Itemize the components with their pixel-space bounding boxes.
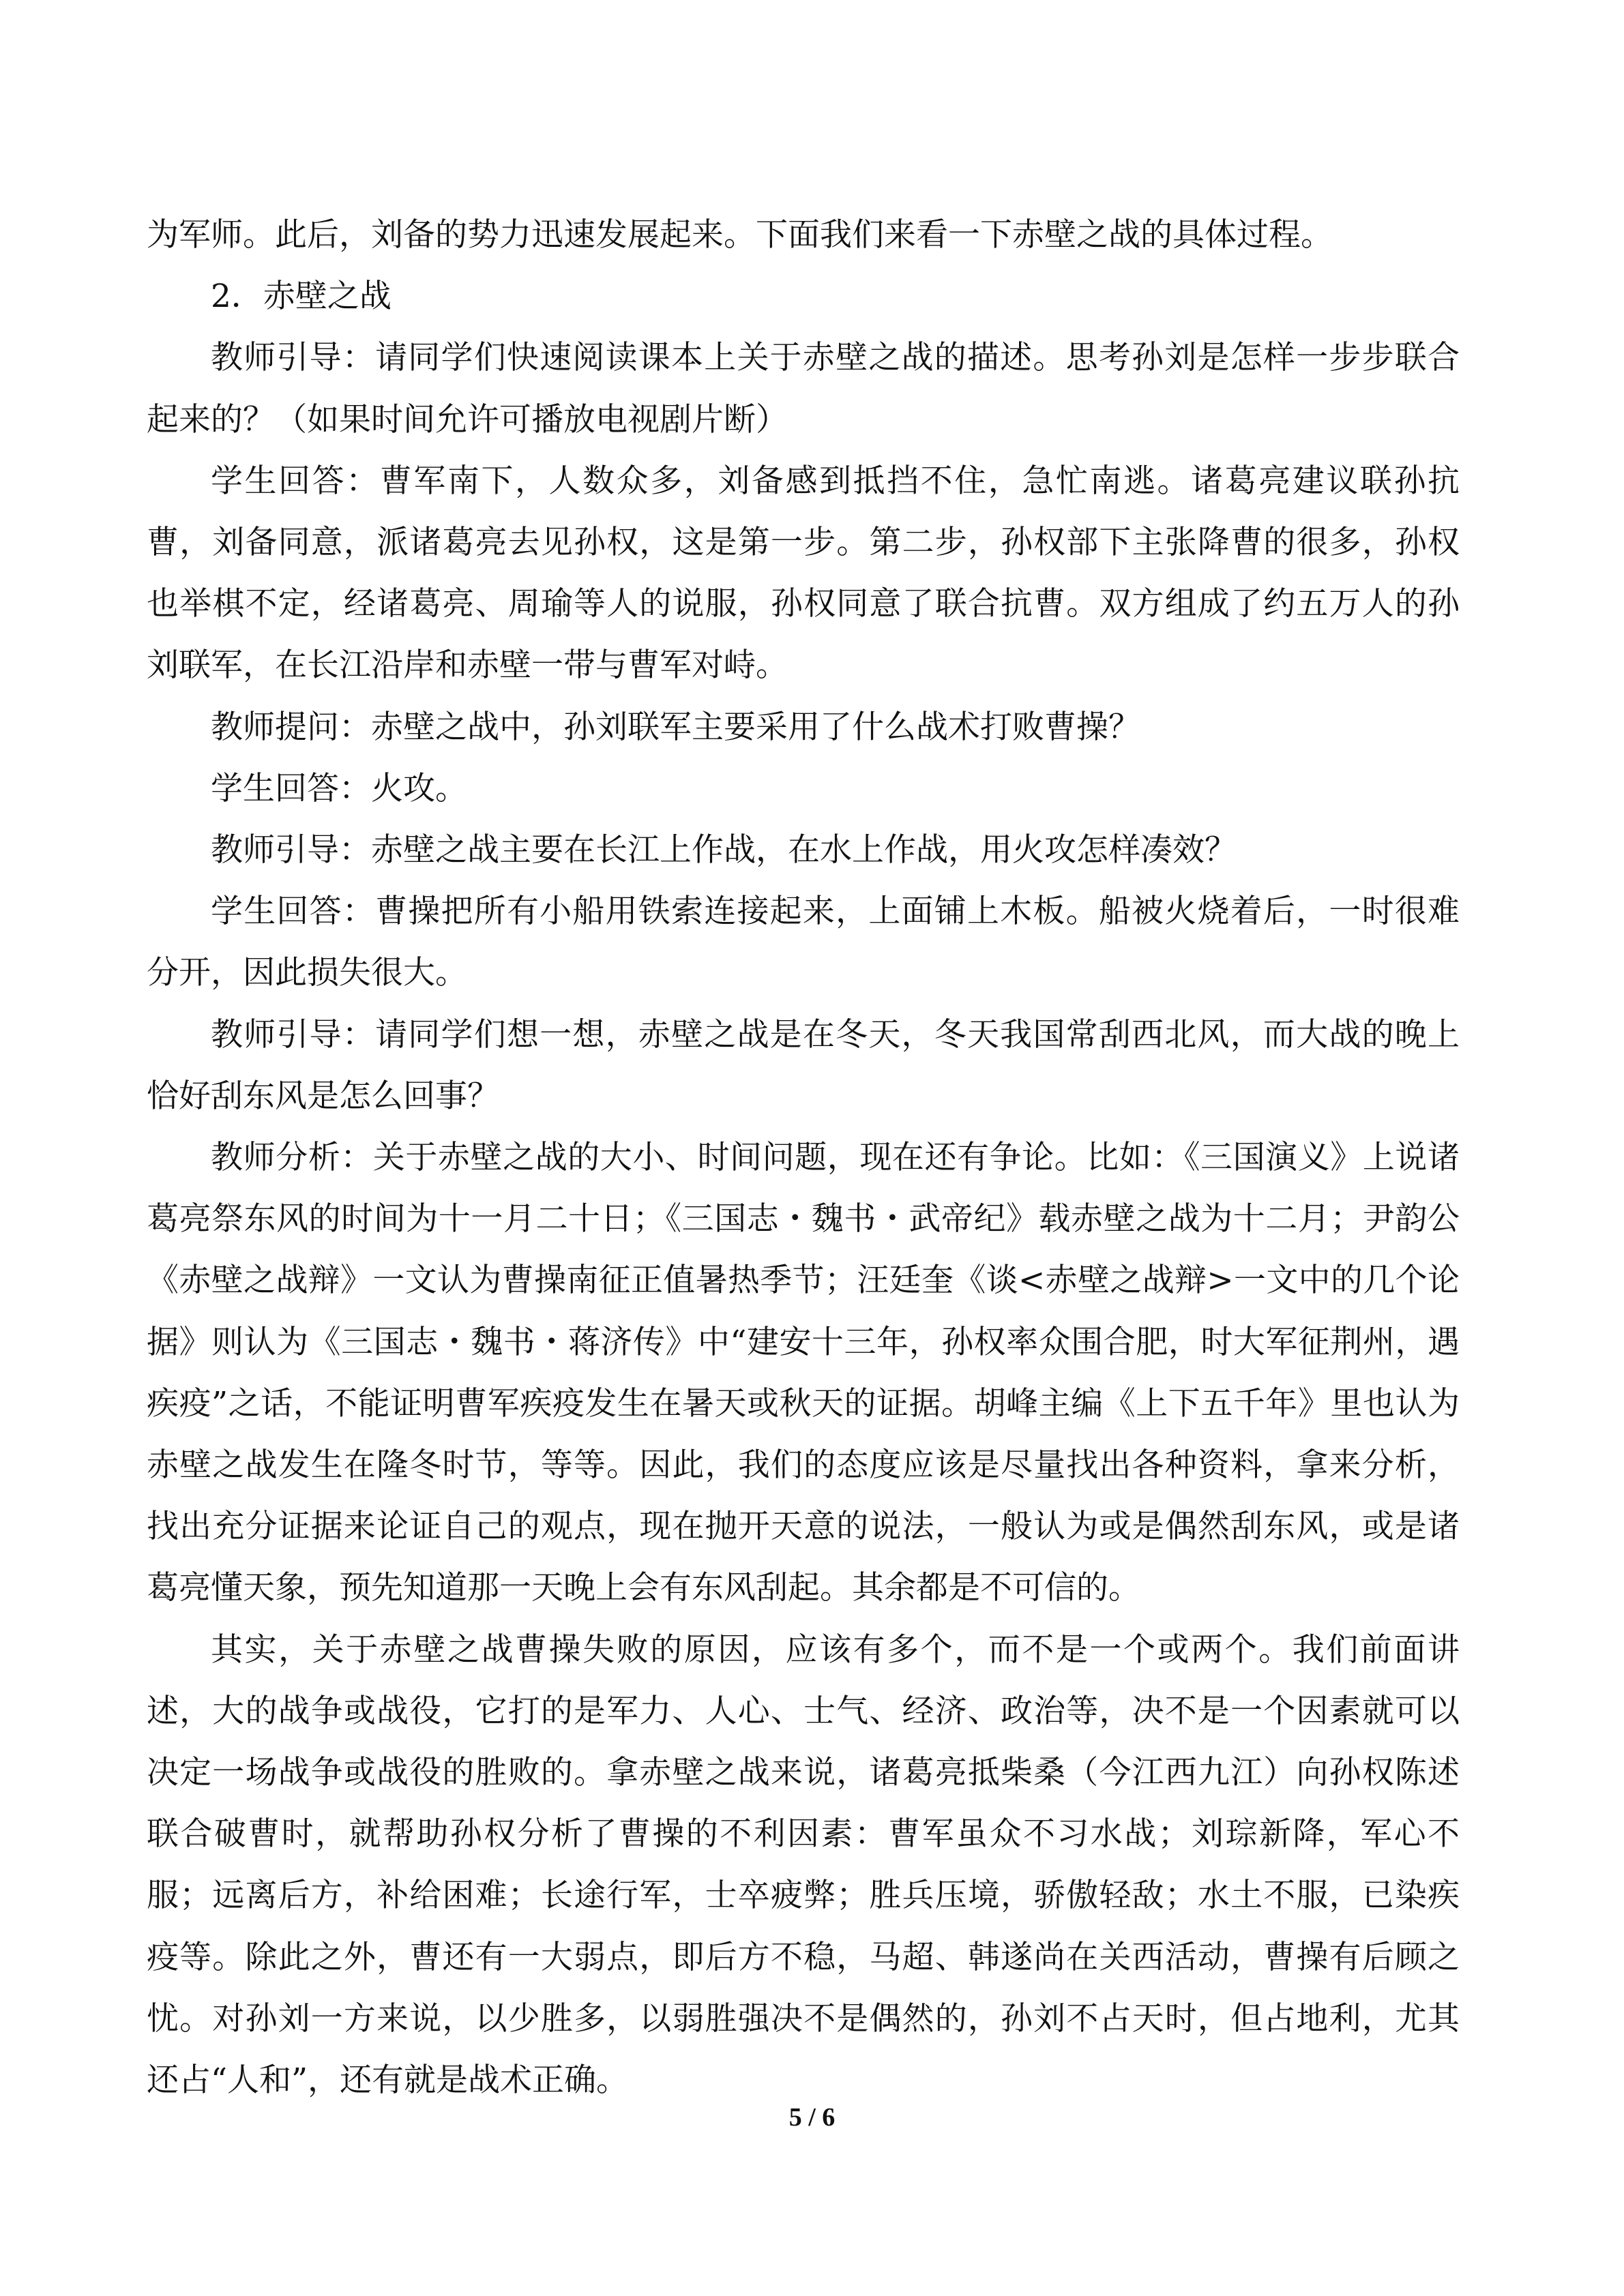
page-number: 5 / 6 [788, 2103, 836, 2132]
paragraph: 学生回答：火攻。 [211, 769, 467, 807]
paragraph: 教师分析：关于赤壁之战的大小、时间问题，现在还有争论。比如：《三国演义》上说诸葛亮祭东风的时间为十一月二十日；《三国志・魏书・武帝纪》载赤壁之战为十二月；尹韵公《赤壁之战辩》一文认为曹操南征正值暑热季节；汪廷奎《谈<赤壁之战辩>一文中的几个论据》则认为《三国志・魏书・蒋济传》中“建安十三年，孙权率众围合肥，时大军征荆州，遇疾疫”之话，不能证明曹军疾疫发生在暑天或秋天的证据。胡峰主编《上下五千年》里也认为赤壁之战发生在隆冬时节，等等。因此，我们的态度应该是尽量找出各种资料，拿来分析，找出充分证据来论证自己的观点，现在抛开天意的说法，一般认为或是偶然刮东风，或是诸葛亮懂天象，预先知道那一天晚上会有东风刮起。其余都是不可信的。 [147, 1139, 1460, 1607]
paragraph: 教师引导：赤壁之战主要在长江上作战，在水上作战，用火攻怎样凑效？ [211, 831, 1237, 869]
paragraph: 学生回答：曹操把所有小船用铁索连接起来，上面铺上木板。船被火烧着后，一时很难分开，因此损失很大。 [147, 893, 1460, 992]
paragraph: 学生回答：曹军南下，人数众多，刘备感到抵挡不住，急忙南逃。诸葛亮建议联孙抗曹，刘备同意，派诸葛亮去见孙权，这是第一步。第二步，孙权部下主张降曹的很多，孙权也举棋不定，经诸葛亮、周瑜等人的说服，孙权同意了联合抗曹。双方组成了约五万人的孙刘联军，在长江沿岸和赤壁一带与曹军对峙。 [147, 462, 1460, 685]
body-text [147, 205, 1460, 2111]
section-heading: 2．赤壁之战 [211, 278, 392, 316]
paragraph: 教师提问：赤壁之战中，孙刘联军主要采用了什么战术打败曹操？ [211, 708, 1140, 746]
paragraph: 其实，关于赤壁之战曹操失败的原因，应该有多个，而不是一个或两个。我们前面讲述，大的战争或战役，它打的是军力、人心、士气、经济、政治等，决不是一个因素就可以决定一场战争或战役的胜败的。拿赤壁之战来说，诸葛亮抵柴桑（今江西九江）向孙权陈述联合破曹时，就帮助孙权分析了曹操的不利因素：曹军虽众不习水战；刘琮新降，军心不服；远离后方，补给困难；长途行军，士卒疲弊；胜兵压境，骄傲轻敌；水土不服，已染疾疫等。除此之外，曹还有一大弱点，即后方不稳，马超、韩遂尚在关西活动，曹操有后顾之忧。对孙刘一方来说，以少胜多，以弱胜强决不是偶然的，孙刘不占天时，但占地利，尤其还占“人和”，还有就是战术正确。 [147, 1630, 1460, 2100]
paragraph-continuation: 为军师。此后，刘备的势力迅速发展起来。下面我们来看一下赤壁之战的具体过程。 [147, 216, 1333, 254]
paragraph: 教师引导：请同学们快速阅读课本上关于赤壁之战的描述。思考孙刘是怎样一步步联合起来的？（如果时间允许可播放电视剧片断） [147, 339, 1460, 438]
paragraph: 教师引导：请同学们想一想，赤壁之战是在冬天，冬天我国常刮西北风，而大战的晚上恰好刮东风是怎么回事？ [147, 1015, 1460, 1115]
